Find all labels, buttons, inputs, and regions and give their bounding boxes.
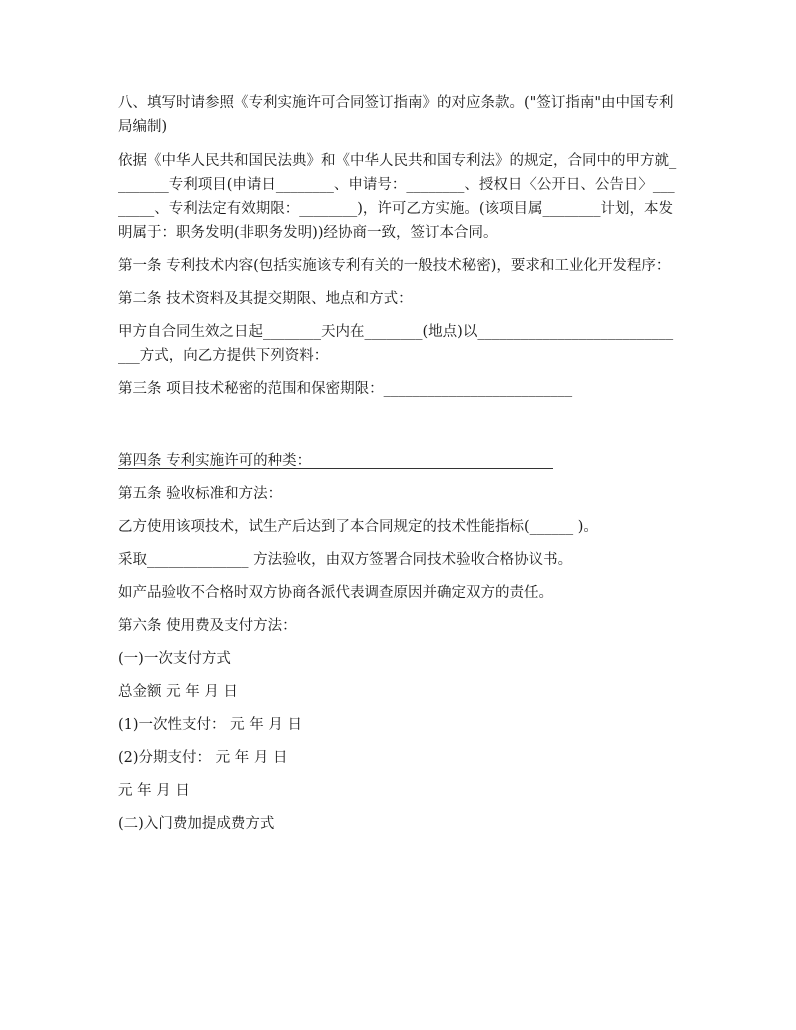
article-four-heading: 第四条 专利实施许可的种类： [118, 453, 312, 469]
total-amount-line: 总金额 元 年 月 日 [118, 684, 238, 700]
clause-eight-note: 八、填写时请参照《专利实施许可合同签订指南》的对应条款。("签订指南"由中国专利局编制) [118, 95, 674, 135]
article-five-acceptance-method: 采取______________ 方法验收，由双方签署合同技术验收合格协议书。 [118, 552, 573, 568]
installment-payment-line: (2)分期支付： 元 年 月 日 [118, 750, 288, 766]
article-five-failure-terms: 如产品验收不合格时双方协商各派代表调查原因并确定双方的责任。 [118, 585, 553, 601]
article-one-heading: 第一条 专利技术内容(包括实施该专利有关的一般技术秘密)，要求和工业化开发程序： [118, 258, 671, 274]
article-three-heading: 第三条 项目技术秘密的范围和保密期限：__________________________ [118, 381, 573, 397]
article-five-performance-terms: 乙方使用该项技术，试生产后达到了本合同规定的技术性能指标(______ )。 [118, 519, 598, 535]
article-six-heading: 第六条 使用费及支付方法： [118, 618, 297, 634]
payment-option-one-heading: (一)一次支付方式 [118, 651, 231, 667]
document-body [118, 91, 678, 836]
installment-date-line: 元 年 月 日 [118, 783, 190, 799]
article-three-blank-rule [118, 468, 553, 469]
contract-preamble: 依据《中华人民共和国民法典》和《中华人民共和国专利法》的规定，合同中的甲方就________专利项目(申请日________、申请号：________、授权日〈公开日、公告日〉________、专利法定有效期限：________)，许可乙方实施。(该项目属________计划，本发明属于：职务发明(非职务发明))经协商一致，签订本合同。 [118, 153, 677, 241]
article-five-heading: 第五条 验收标准和方法： [118, 486, 283, 502]
payment-option-two-heading: (二)入门费加提成费方式 [118, 816, 275, 832]
article-two-heading: 第二条 技术资料及其提交期限、地点和方式： [118, 291, 413, 307]
lump-sum-payment-line: (1)一次性支付： 元 年 月 日 [118, 717, 302, 733]
article-two-delivery-terms: 甲方自合同生效之日起________天内在________(地点)以______________________________方式，向乙方提供下列资料： [118, 324, 674, 364]
